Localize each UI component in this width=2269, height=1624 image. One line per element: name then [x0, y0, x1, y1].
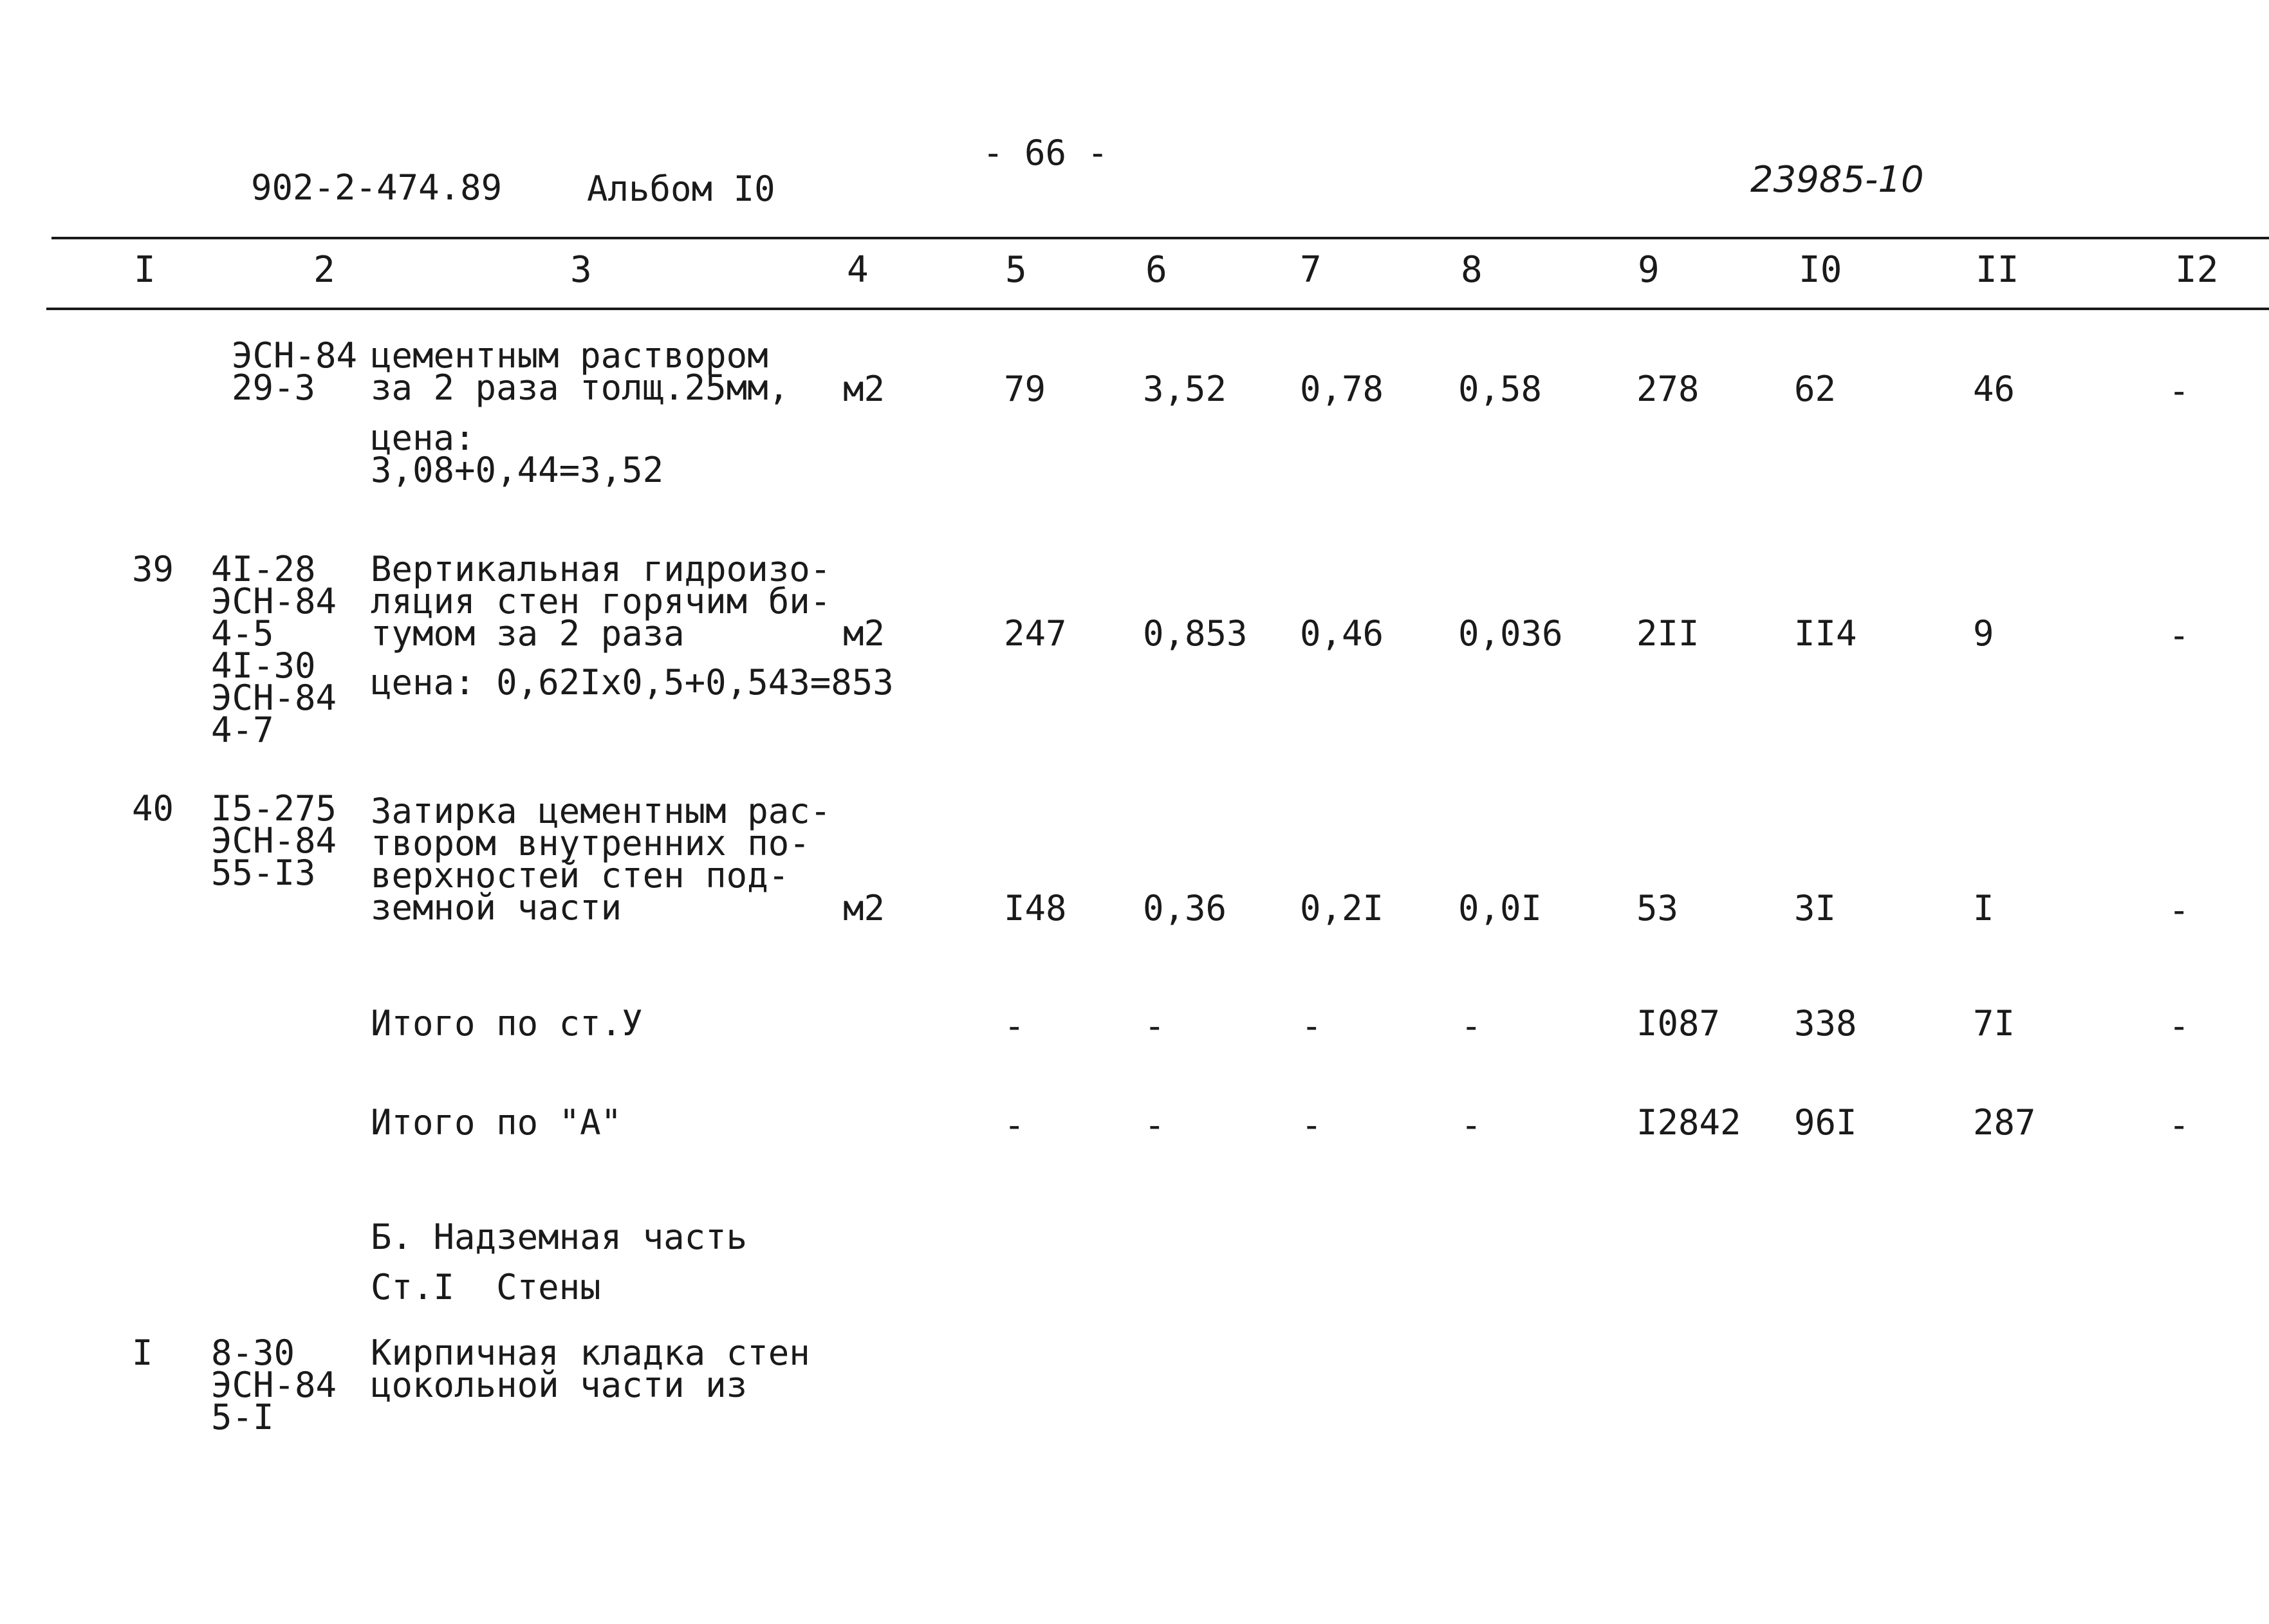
totals-col11: 287 [1973, 1102, 2036, 1143]
row-value-col8: 0,0I [1458, 888, 1542, 928]
row-value-col7: 0,78 [1300, 369, 1384, 409]
row-value-col12: - [2169, 615, 2190, 656]
row-description-line: твором внутренних по- [371, 823, 810, 863]
row-value-col8: 0,58 [1458, 369, 1542, 409]
row-code-line: ЭСН-84 [211, 820, 337, 861]
row-description-line: земной части [371, 887, 622, 928]
row-price-line: 3,08+0,44=3,52 [371, 450, 664, 490]
row-description-line: за 2 раза толщ.25мм, [371, 367, 790, 408]
row-code-line: 29-3 [232, 367, 316, 408]
row-code-line: 4-5 [211, 613, 274, 654]
totals-col7: - [1301, 1006, 1322, 1046]
row-quantity: I48 [1004, 888, 1067, 928]
row-number: 39 [132, 549, 174, 589]
row-description-line: Затирка цементным рас- [371, 791, 831, 831]
row-value-col12: - [2169, 371, 2190, 411]
col-header-6: 6 [1145, 249, 1167, 291]
row-code-line: ЭСН-84 [211, 581, 337, 622]
row-code-line: ЭСН-84 [232, 335, 358, 376]
row-value-col11: 9 [1973, 613, 1994, 654]
totals-col5: - [1004, 1105, 1025, 1145]
row-code-line: 4-7 [211, 710, 274, 750]
row-code-line: ЭСН-84 [211, 1365, 337, 1405]
row-value-col11: 46 [1973, 369, 2015, 409]
totals-col12: - [2169, 1006, 2190, 1046]
totals-col6: - [1144, 1105, 1165, 1145]
row-code-line: 4I-30 [211, 645, 316, 686]
row-description-line: цементным раствором [371, 335, 768, 376]
row-code-line: ЭСН-84 [211, 678, 337, 718]
row-code-line: 4I-28 [211, 549, 316, 589]
row-number: 40 [132, 788, 174, 829]
totals-col8: - [1461, 1105, 1482, 1145]
section-title: Б. Надземная часть [371, 1217, 748, 1257]
row-value-col7: 0,2I [1300, 888, 1384, 928]
row-description-line: ляция стен горячим би- [371, 581, 831, 622]
totals-col10: 338 [1794, 1003, 1857, 1044]
row-description-line: Кирпичная кладка стен [371, 1333, 810, 1373]
row-number: I [132, 1333, 153, 1373]
row-description-line: верхностей стен под- [371, 855, 790, 896]
section-subtitle: Ст.I Стены [371, 1267, 601, 1307]
row-value-col12: - [2169, 890, 2190, 930]
album-label: Альбом I0 [587, 169, 775, 209]
row-total-cost: 2II [1636, 613, 1699, 654]
totals-col9: I087 [1636, 1003, 1721, 1044]
col-header-7: 7 [1300, 249, 1322, 291]
row-value-col10: II4 [1794, 613, 1857, 654]
col-header-8: 8 [1461, 249, 1483, 291]
totals-col9: I2842 [1636, 1102, 1741, 1143]
page-number: - 66 - [983, 133, 1109, 173]
totals-col7: - [1301, 1105, 1322, 1145]
table-top-rule [51, 237, 2269, 239]
col-header-5: 5 [1005, 249, 1027, 291]
row-price-line: цена: 0,62Iх0,5+0,543=853 [371, 662, 894, 703]
totals-col12: - [2169, 1105, 2190, 1145]
row-quantity: 247 [1004, 613, 1067, 654]
row-price-line: цена: [371, 418, 476, 458]
row-description-line: тумом за 2 раза [371, 613, 685, 654]
row-value-col7: 0,46 [1300, 613, 1384, 654]
col-header-1: I [134, 249, 156, 291]
totals-col11: 7I [1973, 1003, 2015, 1044]
table-header-rule [46, 308, 2269, 310]
row-total-cost: 53 [1636, 888, 1679, 928]
col-header-9: 9 [1638, 249, 1660, 291]
col-header-2: 2 [313, 249, 335, 291]
inventory-number: 23985-10 [1750, 159, 1924, 201]
totals-col5: - [1004, 1006, 1025, 1046]
row-unit: м2 [843, 369, 885, 409]
col-header-11: II [1976, 249, 2019, 291]
row-quantity: 79 [1004, 369, 1046, 409]
document-code: 902-2-474.89 [251, 167, 503, 208]
row-value-col10: 62 [1794, 369, 1837, 409]
row-code-line: 5-I [211, 1397, 274, 1437]
row-unit-price: 0,853 [1143, 613, 1248, 654]
row-value-col8: 0,036 [1458, 613, 1563, 654]
col-header-12: I2 [2175, 249, 2219, 291]
col-header-4: 4 [847, 249, 869, 291]
row-description-line: Вертикальная гидроизо- [371, 549, 831, 589]
row-code-line: 55-I3 [211, 853, 316, 893]
row-unit-price: 0,36 [1143, 888, 1227, 928]
row-code-line: I5-275 [211, 788, 337, 829]
totals-col8: - [1461, 1006, 1482, 1046]
row-unit-price: 3,52 [1143, 369, 1227, 409]
row-description-line: цокольной части из [371, 1365, 748, 1405]
row-value-col11: I [1973, 888, 1994, 928]
row-value-col10: 3I [1794, 888, 1837, 928]
row-code-line: 8-30 [211, 1333, 295, 1373]
row-unit: м2 [843, 888, 885, 928]
totals-label: Итого по ст.У [371, 1003, 643, 1044]
col-header-10: I0 [1799, 249, 1842, 291]
row-total-cost: 278 [1636, 369, 1699, 409]
totals-col6: - [1144, 1006, 1165, 1046]
totals-label: Итого по "А" [371, 1102, 622, 1143]
col-header-3: 3 [570, 249, 592, 291]
row-unit: м2 [843, 613, 885, 654]
totals-col10: 96I [1794, 1102, 1857, 1143]
